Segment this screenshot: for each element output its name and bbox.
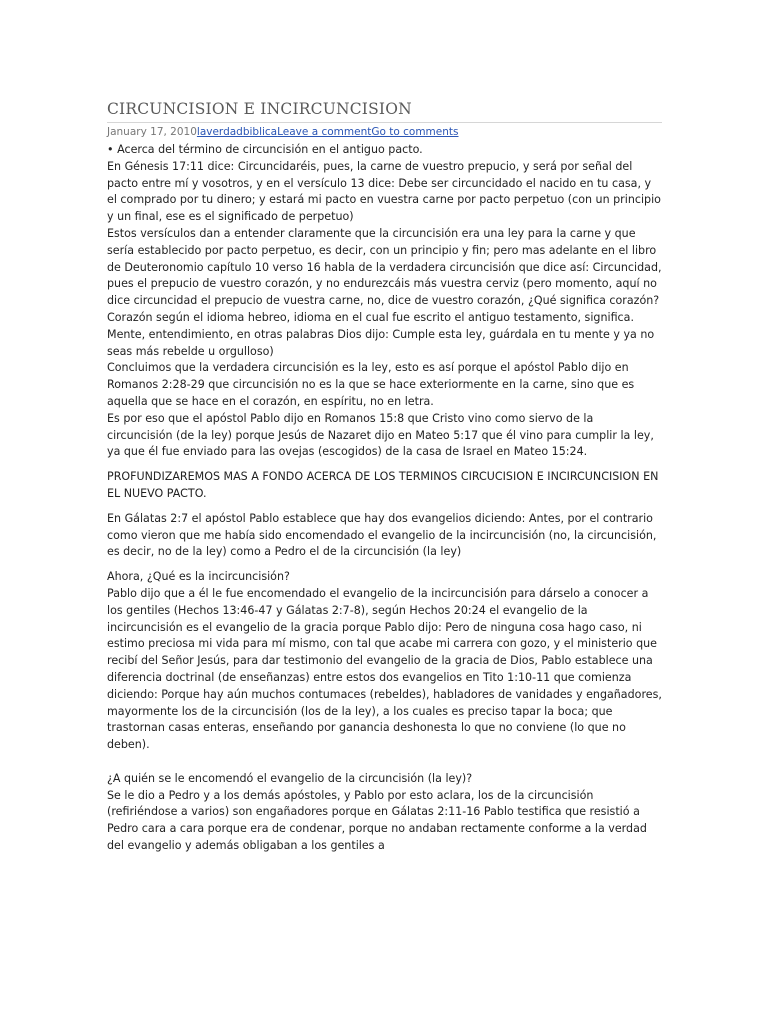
go-to-comments-link[interactable]: Go to comments: [371, 126, 459, 138]
paragraph-romanos-15: Es por eso que el apóstol Pablo dijo en Romanos 15:8 que Cristo vino como siervo de la circuncisión (de la ley) porque Jesús de Nazaret dijo en Mateo 5:17 que él vino para cumplir la ley, ya que él fue enviado para las ovejas (escogidos) de la casa de Israel en Mateo 15:24.: [107, 411, 654, 459]
spacer: [107, 461, 662, 469]
post-date: January 17, 2010: [107, 126, 197, 138]
paragraph-deuteronomio: Estos versículos dan a entender claramente que la circuncisión era una ley para la carne y que sería establecido por pacto perpetuo, es decir, con un principio y fin; pero mas adelante en el libro de Deuteronomio capítulo 10 verso 16 habla de la verdadera circuncisión que dice así: Circuncidad, pues el prepucio de vuestro corazón, y no endurezcáis más vuestra cerviz (pero momento, aquí no dice circuncidad el prepucio de vuestra carne, no, dice de vuestro corazón, ¿Qué significa corazón? Corazón según el idioma hebreo, idioma en el cual fue escrito el antiguo testamento, significa. Mente, entendimiento, en otras palabras Dios dijo: Cumple esta ley, guárdala en tu mente y ya no seas más rebelde u orgulloso): [107, 226, 662, 358]
leave-comment-link[interactable]: Leave a comment: [277, 126, 372, 138]
spacer: [107, 503, 662, 511]
title-divider: [107, 122, 662, 123]
spacer: [107, 561, 662, 569]
paragraph-galatas: En Gálatas 2:7 el apóstol Pablo establece que hay dos evangelios diciendo: Antes, por el contrario como vieron que me había sido encomendado el evangelio de la incircuncisión (no, la circuncisión, es decir, no de la ley) como a Pedro el de la circuncisión (la ley): [107, 511, 657, 559]
author-link[interactable]: laverdadbiblica: [196, 126, 278, 138]
post-title: CIRCUNCISION E INCIRCUNCISION: [107, 100, 412, 118]
paragraph-bullet: • Acerca del término de circuncisión en el antiguo pacto.: [107, 143, 423, 156]
question-incircuncision: Ahora, ¿Qué es la incircuncisión?: [107, 570, 290, 584]
paragraph-pablo: Pablo dijo que a él le fue encomendado el evangelio de la incircuncisión para dárselo a conocer a los gentiles (Hechos 13:46-47 y Gálatas 2:7-8), según Hechos 20:24 el evangelio de la incircuncisión es el evangelio de la gracia porque Pablo dijo: Pero de ninguna cosa hago caso, ni estimo preciosa mi vida para mí mismo, con tal que acabe mi carrera con gozo, y el ministerio que recibí del Señor Jesús, para dar testimonio del evangelio de la gracia de Dios, Pablo establece una diferencia doctrinal (de enseñanzas) entre estos dos evangelios en Tito 1:10-11 que comienza diciendo: Porque hay aún muchos contumaces (rebeldes), habladores de vanidades y engañadores, mayormente los de la circuncisión (los de la ley), a los cuales es preciso tapar la boca; que trastornan casas enteras, enseñando por ganancia deshonesta lo que no conviene (lo que no deben).: [107, 586, 662, 752]
paragraph-romanos-2: Concluimos que la verdadera circuncisión es la ley, esto es así porque el apóstol Pablo dijo en Romanos 2:28-29 que circuncisión no es la que se hace exteriormente en la carne, sino que es aquella que se hace en el corazón, en espíritu, no en letra.: [107, 361, 635, 408]
paragraph-pedro: Se le dio a Pedro y a los demás apóstoles, y Pablo por esto aclara, los de la circuncisión (refiriéndose a varios) son engañadores porque en Gálatas 2:11-16 Pablo testifica que resistió a Pedro cara a cara porque era de condenar, porque no andaban rectamente conforme a la verdad del evangelio y además obligaban a los gentiles a: [107, 788, 647, 853]
spacer: [107, 754, 662, 771]
paragraph-genesis: En Génesis 17:11 dice: Circuncidaréis, pues, la carne de vuestro prepucio, y será por señal del pacto entre mí y vosotros, y en el versículo 13 dice: Debe ser circuncidado el nacido en tu casa, y el comprado por tu dinero; y estará mi pacto en vuestra carne por pacto perpetuo (con un principio y un final, ese es el significado de perpetuo): [107, 159, 661, 224]
blog-post: [107, 98, 662, 855]
question-circuncision: ¿A quién se le encomendó el evangelio de la circuncisión (la ley)?: [107, 771, 473, 785]
section-heading: PROFUNDIZAREMOS MAS A FONDO ACERCA DE LOS TERMINOS CIRCUCISION E INCIRCUNCISION EN EL NUEVO PACTO.: [107, 470, 659, 500]
post-meta: [107, 125, 662, 139]
